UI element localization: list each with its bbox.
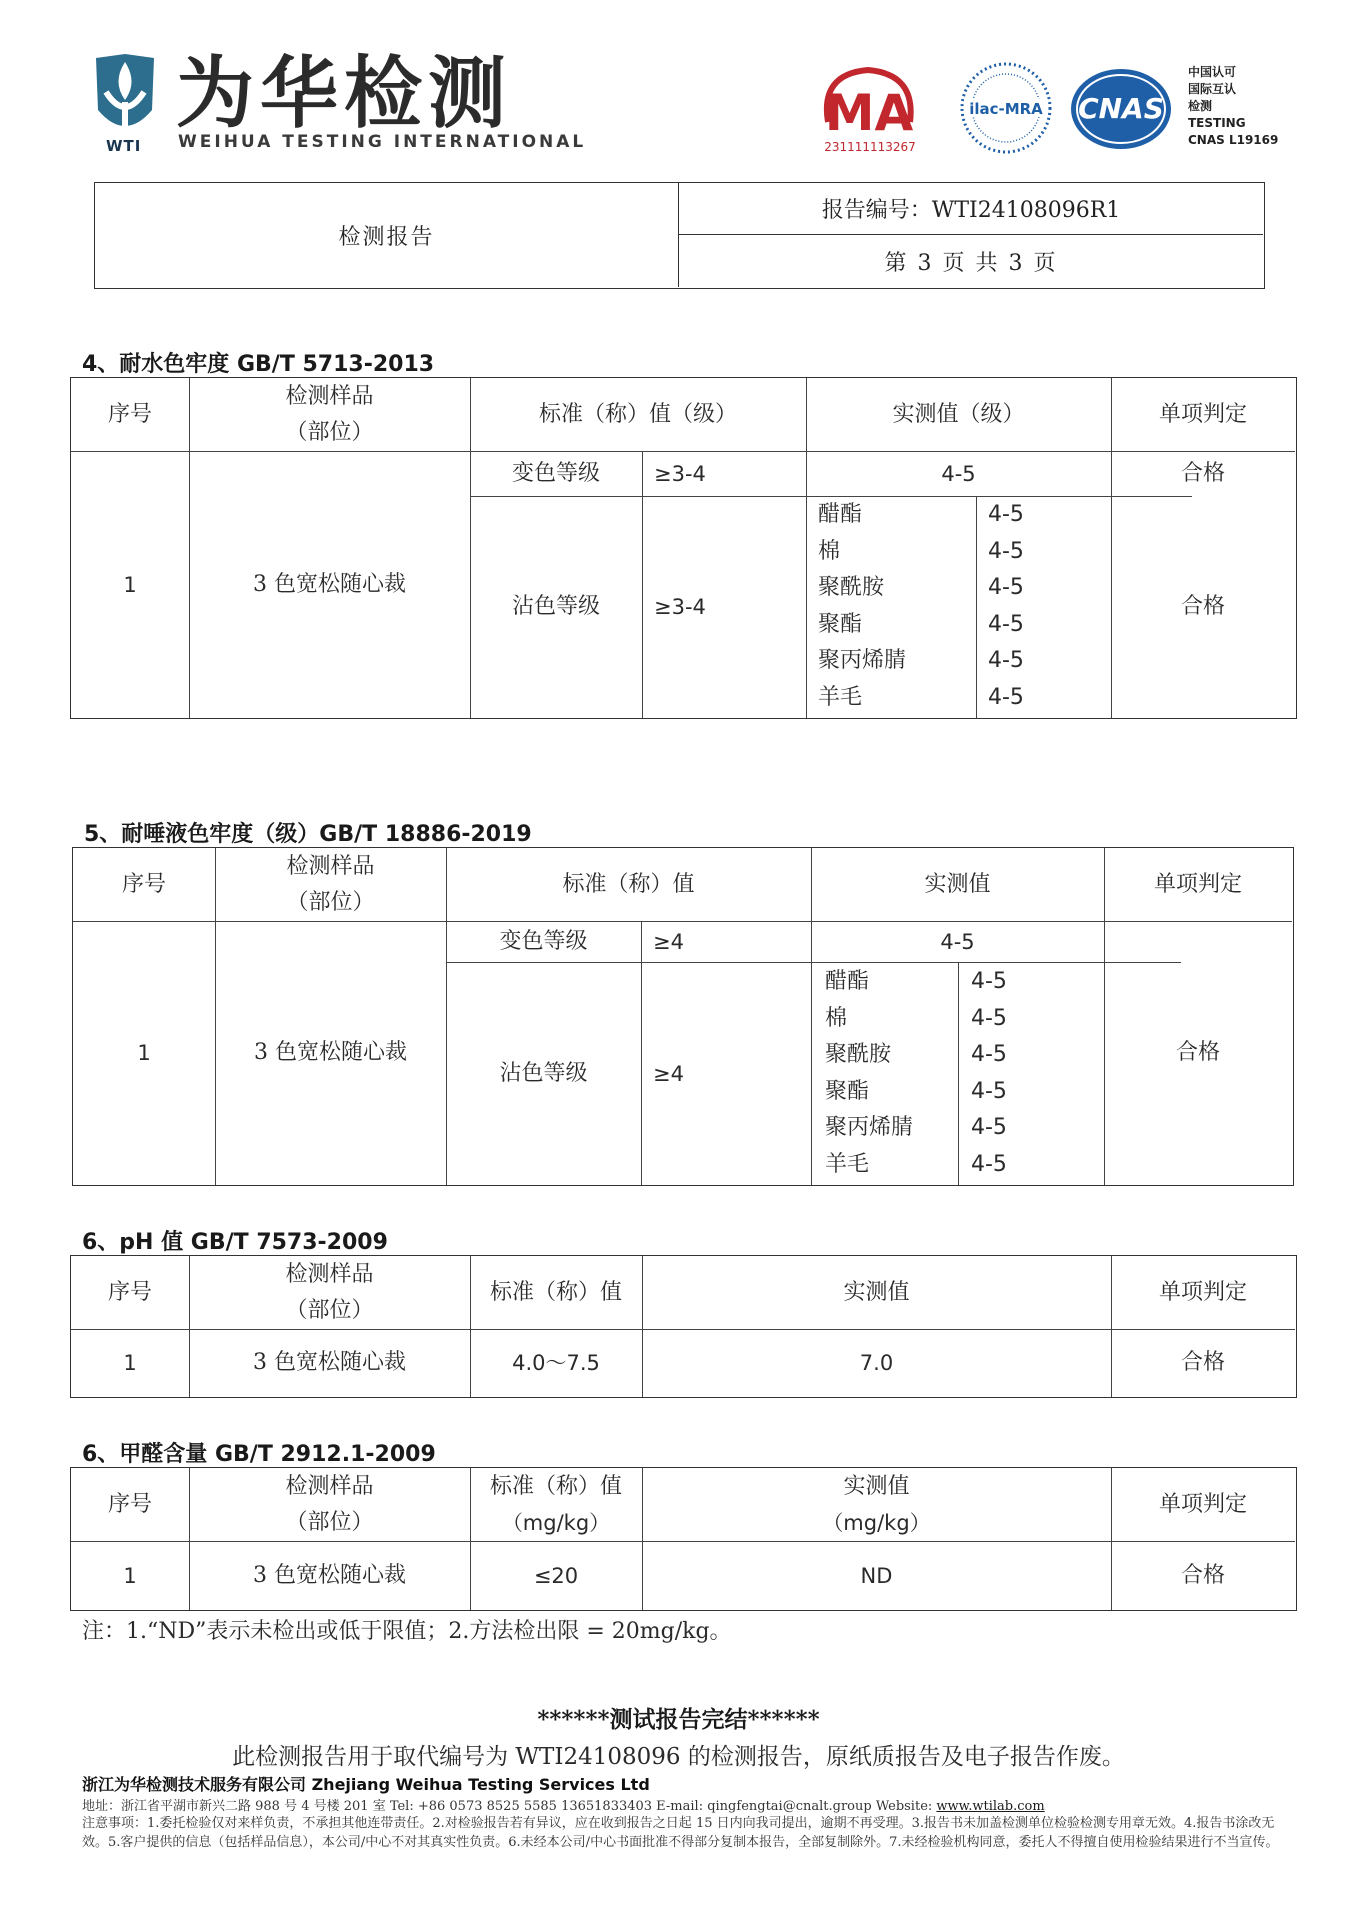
col-header-standard (470, 1468, 642, 1541)
col-header-measured: 实测值（级） (892, 401, 1025, 427)
logo-abbreviation: WTI (106, 137, 142, 155)
fiber-name: 聚丙烯腈 (818, 648, 907, 673)
seq-number: 1 (137, 1041, 151, 1065)
cnas-icon (1068, 66, 1174, 152)
change-grade-standard: ≥4 (653, 929, 684, 954)
fiber-value: 4-5 (971, 969, 1007, 994)
footnote: 注：1.“ND”表示未检出或低于限值；2.方法检出限 = 20mg/kg。 (82, 1619, 732, 1644)
col-header-result: 单项判定 (1153, 871, 1242, 897)
col-header-seq: 序号 (107, 1279, 152, 1305)
stain-grade-label: 沾色等级 (511, 594, 600, 619)
cnas-line-5: CNAS L19169 (1188, 133, 1279, 147)
change-grade-standard: ≥3-4 (654, 461, 706, 486)
company-name: 浙江为华检测技术服务有限公司 Zhejiang Weihua Testing Services Ltd (82, 1775, 650, 1794)
fiber-value: 4-5 (988, 502, 1024, 527)
fiber-value: 4-5 (971, 1115, 1007, 1140)
fiber-name: 聚丙烯腈 (825, 1115, 914, 1140)
result: 合格 (1175, 1040, 1220, 1065)
cnas-mark-text: CNAS (1078, 92, 1164, 125)
col-header-sample-line2: （部位） (285, 1297, 374, 1323)
col-header-result: 单项判定 (1158, 1279, 1247, 1305)
fiber-value: 4-5 (971, 1078, 1007, 1104)
sample-name: 3 色宽松随心裁 (253, 1350, 406, 1375)
col-header-sample-line1: 检测样品 (286, 853, 375, 879)
seq-number: 1 (123, 1351, 137, 1375)
fiber-name: 聚酰胺 (825, 1042, 892, 1067)
section-5-table (72, 847, 1294, 1186)
cnas-line-2: 国际互认 (1188, 82, 1237, 96)
ilac-mra-icon (958, 58, 1054, 158)
fiber-name: 聚酯 (818, 611, 863, 637)
stain-grade-standard: ≥3-4 (654, 595, 706, 619)
fiber-name: 醋酯 (825, 969, 870, 994)
stain-grade-result: 合格 (1180, 594, 1225, 619)
col-header-sample (189, 378, 470, 451)
fiber-value: 4-5 (988, 575, 1024, 600)
cma-mark-text: MA (824, 84, 914, 142)
fiber-name: 羊毛 (818, 684, 863, 710)
col-header-measured: 实测值 (924, 871, 991, 897)
result: 合格 (1180, 1562, 1225, 1588)
cnas-line-1: 中国认可 (1188, 65, 1237, 79)
col-header-measured (642, 1468, 1111, 1541)
fiber-value: 4-5 (971, 1151, 1007, 1177)
section-6-ph-title: 6、pH 值 GB/T 7573-2009 (82, 1230, 388, 1255)
col-header-sample (189, 1256, 470, 1329)
fiber-name: 聚酰胺 (818, 575, 885, 600)
col-header-standard: 标准（称）值 (489, 1279, 622, 1305)
cnas-line-3: 检测 (1188, 99, 1213, 113)
col-header-sample (215, 848, 446, 921)
fiber-value: 4-5 (988, 648, 1024, 673)
col-header-seq: 序号 (107, 401, 152, 427)
col-header-measured-line2: （mg/kg） (822, 1510, 931, 1535)
section-6-formaldehyde-title: 6、甲醛含量 GB/T 2912.1-2009 (82, 1442, 436, 1467)
standard-value: ≤20 (533, 1563, 579, 1588)
sample-name: 3 色宽松随心裁 (253, 571, 406, 597)
section-5-title: 5、耐唾液色牢度（级）GB/T 18886-2019 (84, 822, 532, 847)
change-grade-value: 4-5 (941, 461, 976, 486)
fiber-name: 棉 (818, 538, 841, 564)
cnas-line-4: TESTING (1188, 116, 1246, 130)
fiber-value-list (988, 497, 1024, 716)
company-logo-english: WEIHUA TESTING INTERNATIONAL (178, 132, 587, 152)
seq-number: 1 (123, 572, 137, 597)
report-title: 检测报告 (95, 183, 679, 287)
col-header-standard: 标准（称）值 (562, 871, 695, 897)
stain-grade-label: 沾色等级 (499, 1060, 588, 1086)
fiber-value: 4-5 (971, 1042, 1007, 1067)
page-info: 第 3 页 共 3 页 (884, 250, 1058, 276)
col-header-sample-line2: （部位） (285, 419, 374, 445)
section-4-table (70, 377, 1297, 719)
col-header-sample-line1: 检测样品 (285, 1473, 374, 1499)
cma-number: 231111113267 (824, 140, 916, 154)
change-grade-label: 变色等级 (511, 460, 600, 486)
company-logo-chinese: 为华检测 (176, 49, 513, 139)
col-header-sample-line2: （部位） (285, 1509, 374, 1535)
standard-value: 4.0～7.5 (512, 1351, 600, 1375)
fiber-name: 醋酯 (818, 502, 863, 527)
ilac-mark-text: ilac-MRA (969, 100, 1043, 118)
col-header-measured: 实测值 (843, 1279, 910, 1305)
sample-name: 3 色宽松随心裁 (254, 1040, 407, 1065)
notice-text: 注意事项：1.委托检验仅对来样负责，不承担其他连带责任。2.对检验报告若有异议，应在收到报告之日起 15 日内向我司提出，逾期不再受理。3.报告书未加盖检测单位检验检测专用章无效。4.报告书涂改无效。5.客户提供的信息（包括样品信息），本公司/中心不对其真实性负责。6.未经本公司/中心书面批准不得部分复制本报告，全部复制除外。7.未经检验机构同意，委托人不得擅自使用检验结果进行不当宣传。 (82, 1816, 1279, 1850)
fiber-value: 4-5 (988, 538, 1024, 564)
col-header-result: 单项判定 (1158, 1491, 1247, 1517)
col-header-sample-line2: （部位） (286, 889, 375, 915)
col-header-measured-line1: 实测值 (843, 1473, 910, 1499)
company-contact (82, 1795, 1045, 1814)
change-grade-value: 4-5 (940, 929, 975, 954)
report-header-box (94, 182, 1265, 289)
change-grade-label: 变色等级 (499, 928, 588, 954)
wti-shield-logo-icon (92, 52, 158, 144)
fiber-value-list (971, 964, 1007, 1183)
col-header-sample (189, 1468, 470, 1541)
replacement-statement: 此检测报告用于取代编号为 WTI24108096 的检测报告，原纸质报告及电子报告作废。 (232, 1744, 1125, 1770)
col-header-sample-line1: 检测样品 (285, 383, 374, 409)
col-header-standard-line2: （mg/kg） (501, 1510, 611, 1535)
fiber-name-list (818, 497, 906, 716)
report-number: 报告编号：WTI24108096R1 (679, 183, 1263, 235)
col-header-seq: 序号 (107, 1491, 152, 1517)
seq-number: 1 (123, 1563, 137, 1588)
col-header-result: 单项判定 (1158, 401, 1247, 427)
address-text: 地址：浙江省平湖市新兴二路 988 号 4 号楼 201 室 Tel: +86 0573 8525 5585 13651833403 E-mail: qingfengtai@cnalt.group Website: (82, 1799, 937, 1814)
fiber-name-list (825, 964, 913, 1183)
report-end-marker: ******测试报告完结****** (537, 1706, 820, 1733)
fiber-name: 羊毛 (825, 1151, 870, 1177)
section-6-formaldehyde-table (70, 1467, 1297, 1611)
sample-name: 3 色宽松随心裁 (253, 1562, 406, 1588)
section-6-ph-table (70, 1255, 1297, 1398)
measured-value: ND (860, 1563, 893, 1588)
fiber-value: 4-5 (988, 611, 1024, 637)
change-grade-result: 合格 (1180, 460, 1225, 486)
fiber-value: 4-5 (971, 1005, 1007, 1031)
section-4-title: 4、耐水色牢度 GB/T 5713-2013 (82, 352, 435, 377)
col-header-sample-line1: 检测样品 (285, 1261, 374, 1287)
stain-grade-standard: ≥4 (653, 1061, 684, 1086)
fiber-name: 棉 (825, 1005, 848, 1031)
cnas-accreditation-text (1188, 64, 1278, 149)
col-header-seq: 序号 (121, 871, 166, 897)
col-header-standard: 标准（称）值（级） (538, 401, 737, 427)
fiber-value: 4-5 (988, 684, 1024, 710)
col-header-standard-line1: 标准（称）值 (489, 1473, 622, 1499)
result: 合格 (1180, 1350, 1225, 1375)
measured-value: 7.0 (859, 1351, 894, 1375)
website-link[interactable]: www.wtilab.com (936, 1799, 1045, 1814)
fiber-name: 聚酯 (825, 1078, 870, 1104)
